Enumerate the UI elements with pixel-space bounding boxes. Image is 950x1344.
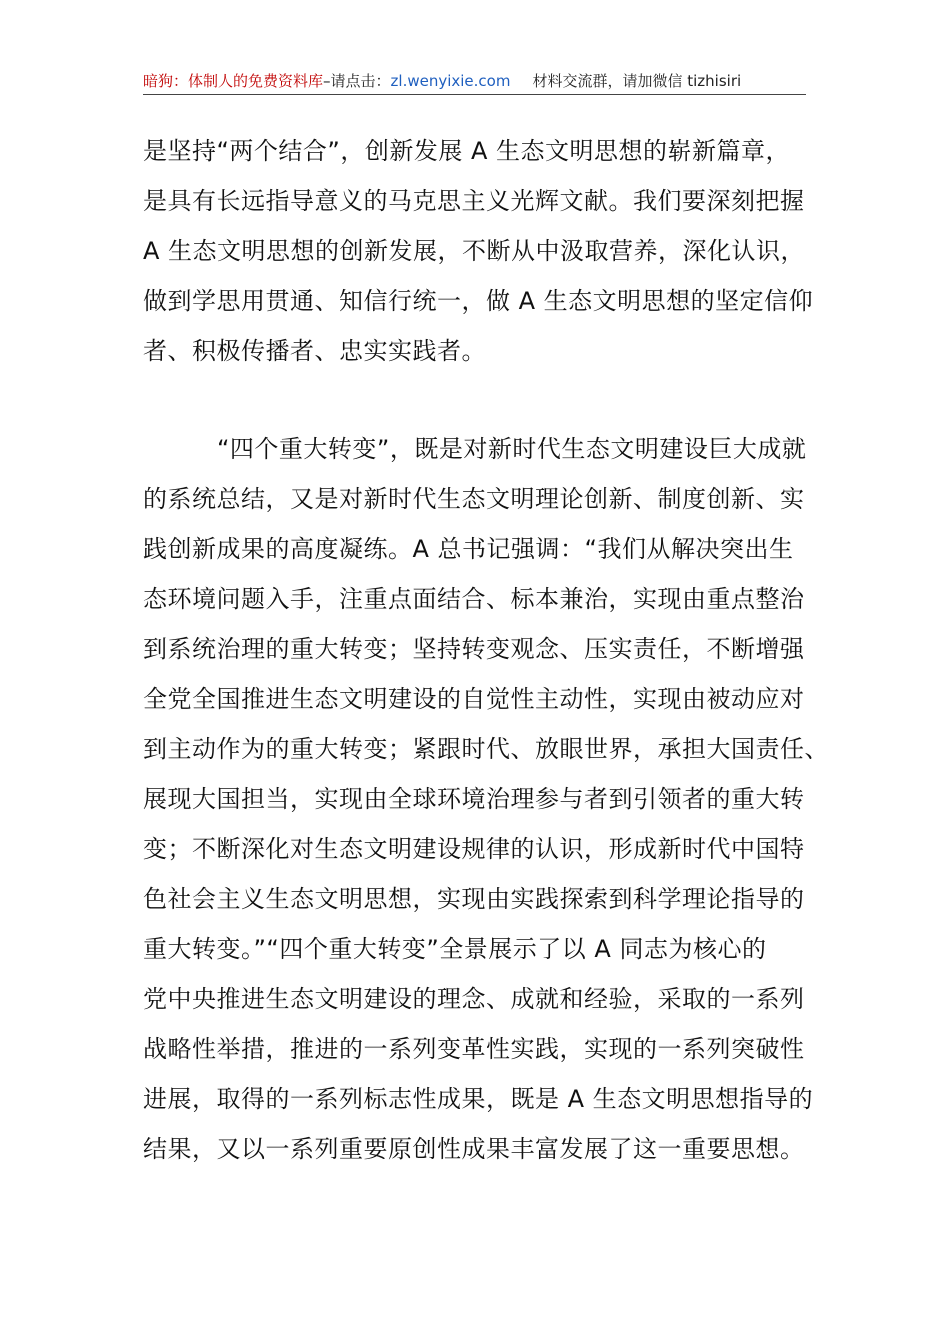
paragraph-line: A 生态文明思想的创新发展，不断从中汲取营养，深化认识，	[143, 237, 806, 265]
header-brand: 暗狗：体制人的免费资料库	[143, 72, 324, 90]
paragraph-line: 战略性举措，推进的一系列变革性实践，实现的一系列突破性	[143, 1035, 805, 1063]
paragraph-line: “四个重大转变”，既是对新时代生态文明建设巨大成就	[217, 435, 807, 463]
paragraph-2	[143, 424, 829, 1174]
paragraph-line: 态环境问题入手，注重点面结合、标本兼治，实现由重点整治	[143, 585, 805, 613]
paragraph-1	[143, 126, 813, 376]
paragraph-line: 是具有长远指导意义的马克思主义光辉文献。我们要深刻把握	[143, 187, 805, 215]
paragraph-line: 做到学思用贯通、知信行统一，做 A 生态文明思想的坚定信仰	[143, 287, 814, 315]
paragraph-line: 到系统治理的重大转变；坚持转变观念、压实责任，不断增强	[143, 635, 805, 663]
header-wechat-note: 材料交流群，请加微信 tizhisiri	[532, 72, 742, 90]
paragraph-line: 变；不断深化对生态文明建设规律的认识，形成新时代中国特	[143, 835, 805, 863]
paragraph-line: 结果，又以一系列重要原创性成果丰富发展了这一重要思想。	[143, 1135, 805, 1163]
paragraph-line: 全党全国推进生态文明建设的自觉性主动性，实现由被动应对	[143, 685, 805, 713]
paragraph-line: 展现大国担当，实现由全球环境治理参与者到引领者的重大转	[143, 785, 805, 813]
paragraph-line: 者、积极传播者、忠实实践者。	[143, 337, 486, 365]
paragraph-line: 的系统总结，又是对新时代生态文明理论创新、制度创新、实	[143, 485, 805, 513]
paragraph-line: 党中央推进生态文明建设的理念、成就和经验，采取的一系列	[143, 985, 805, 1013]
paragraph-line: 色社会主义生态文明思想，实现由实践探索到科学理论指导的	[143, 885, 805, 913]
header-link[interactable]: zl.wenyixie.com	[390, 72, 511, 90]
paragraph-line: 是坚持“两个结合”，创新发展 A 生态文明思想的崭新篇章，	[143, 137, 791, 165]
paragraph-line: 进展，取得的一系列标志性成果，既是 A 生态文明思想指导的	[143, 1085, 814, 1113]
paragraph-line: 践创新成果的高度凝练。A 总书记强调：“我们从解决突出生	[143, 535, 794, 563]
paragraph-line: 到主动作为的重大转变；紧跟时代、放眼世界，承担大国责任、	[143, 735, 829, 763]
page-header	[143, 68, 806, 95]
paragraph-line: 重大转变。”“四个重大转变”全景展示了以 A 同志为核心的	[143, 935, 767, 963]
header-prompt: –请点击：	[323, 72, 391, 90]
